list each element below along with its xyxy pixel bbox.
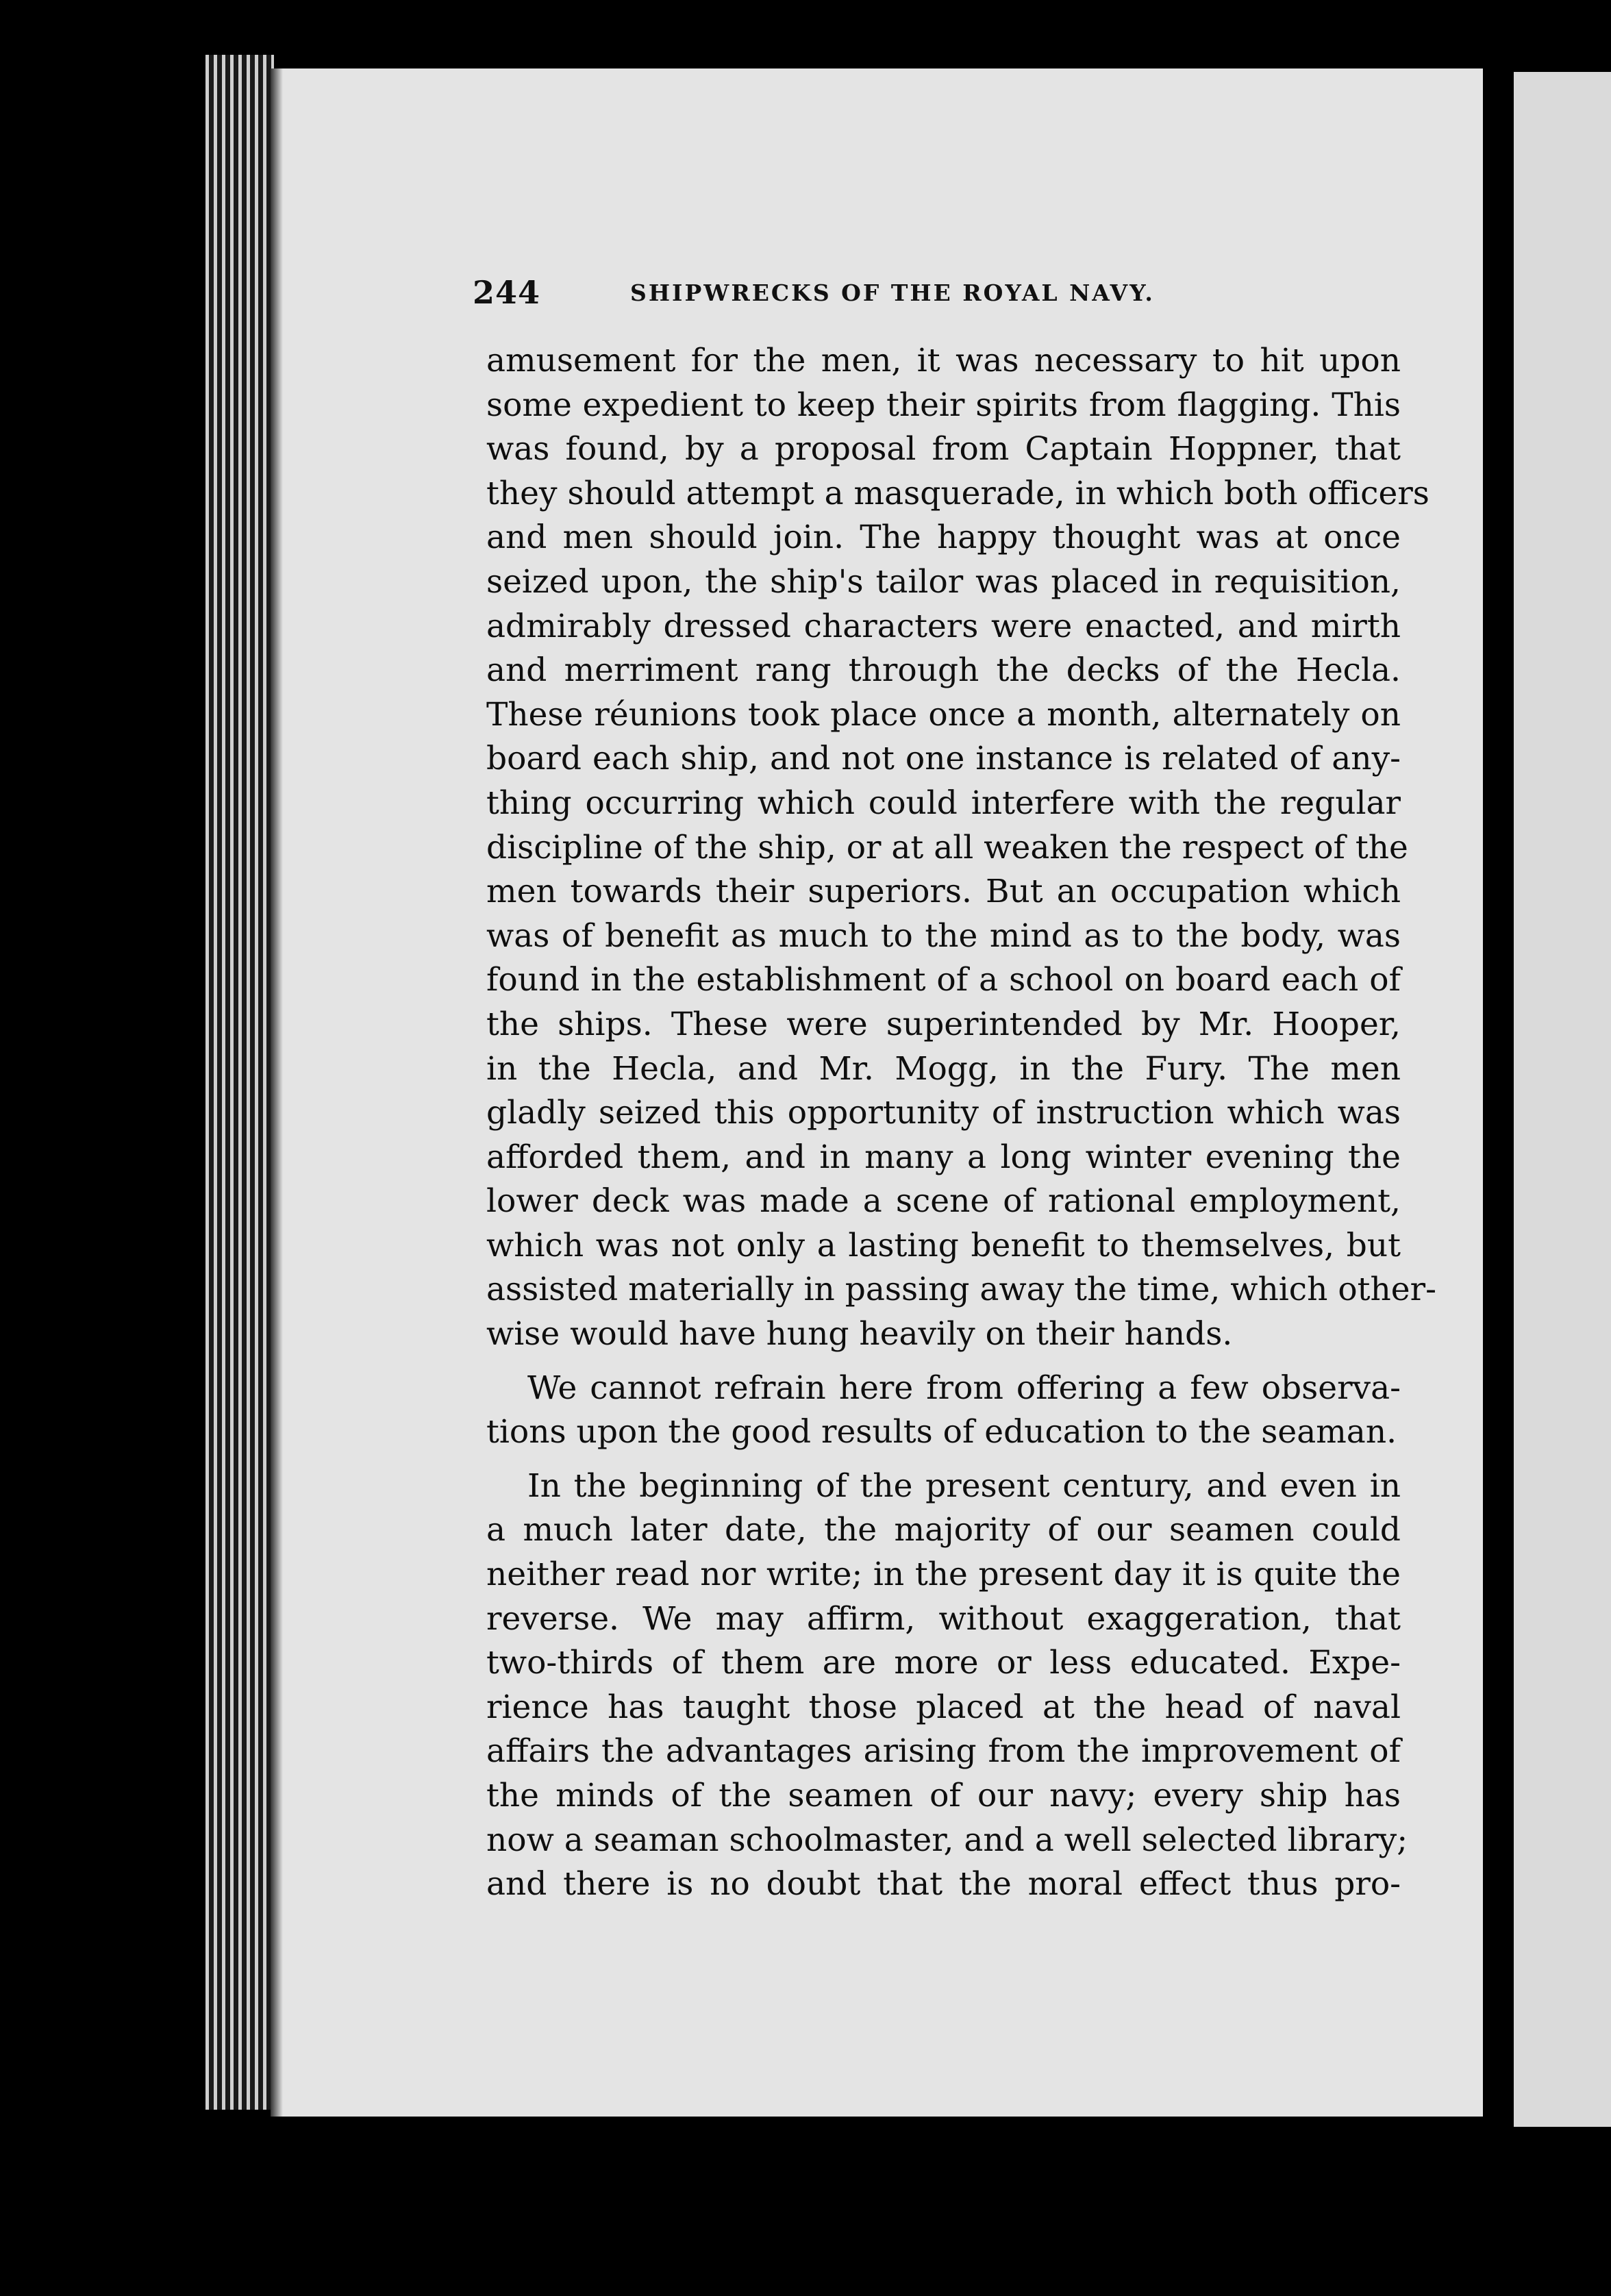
paragraph-gap [486,1455,1401,1464]
body-text [486,339,1436,1907]
text-line: some expedient to keep their spirits from flagging. This [486,386,1401,424]
text-line: and there is no doubt that the moral effect thus pro- [486,1865,1401,1904]
text-line: In the beginning of the present century, and even in [527,1467,1401,1505]
text-line: We cannot refrain here from offering a few observa- [527,1369,1401,1407]
text-line: and men should join. The happy thought was at once [486,519,1401,557]
text-line: they should attempt a masquerade, in which both officers [486,474,1429,512]
text-line: admirably dressed characters were enacted, and mirth [486,607,1401,645]
text-line: lower deck was made a scene of rational employment, [486,1182,1401,1221]
text-line: reverse. We may affirm, without exaggeration, that [486,1599,1401,1638]
running-head: SHIPWRECKS OF THE ROYAL NAVY. [630,279,1155,306]
text-line: These réunions took place once a month, alternately on [486,695,1401,734]
facing-page-edge [1514,72,1611,2127]
text-line: seized upon, the ship's tailor was placed in requisition, [486,562,1401,601]
text-line: assisted materially in passing away the time, which other- [486,1271,1436,1309]
text-line: in the Hecla, and Mr. Mogg, in the Fury. The men [486,1049,1401,1088]
paragraph-2 [486,1367,1401,1455]
paragraph-gap [486,1357,1401,1367]
paragraph-1 [486,339,1436,1357]
text-line: affairs the advantages arising from the improvement of [486,1732,1401,1771]
stacked-page-edges [205,55,274,2110]
text-line: the ships. These were superintended by Mr. Hooper, [486,1005,1401,1043]
text-line: was found, by a proposal from Captain Hoppner, that [486,430,1401,469]
book-page [271,68,1483,2117]
text-line: board each ship, and not one instance is related of any- [486,740,1401,778]
text-line: the minds of the seamen of our navy; every ship has [486,1777,1401,1814]
text-line: and merriment rang through the decks of the Hecla. [486,651,1401,690]
text-line: now a seaman schoolmaster, and a well selected library; [486,1821,1408,1859]
text-line: found in the establishment of a school on board each of [486,961,1401,999]
text-line: afforded them, and in many a long winter evening the [486,1138,1401,1176]
text-line: thing occurring which could interfere with the regular [486,784,1401,822]
text-line: discipline of the ship, or at all weaken the respect of the [486,828,1408,866]
text-line: tions upon the good results of education to the seaman. [486,1413,1397,1451]
text-line: amusement for the men, it was necessary to hit upon [486,342,1401,379]
text-line: gladly seized this opportunity of instruction which was [486,1094,1401,1132]
page-number: 244 [473,274,541,311]
text-line: a much later date, the majority of our seamen could [486,1511,1401,1549]
text-line: men towards their superiors. But an occupation which [486,873,1401,911]
text-line: rience has taught those placed at the head of naval [486,1688,1401,1726]
text-line: wise would have hung heavily on their hands. [486,1315,1233,1353]
text-line: was of benefit as much to the mind as to the body, was [486,916,1401,955]
text-line: neither read nor write; in the present day it is quite the [486,1556,1401,1594]
paragraph-3 [486,1464,1408,1907]
page-header [473,274,1500,311]
text-line: which was not only a lasting benefit to themselves, but [486,1226,1401,1264]
text-line: two-thirds of them are more or less educated. Expe- [486,1644,1401,1682]
